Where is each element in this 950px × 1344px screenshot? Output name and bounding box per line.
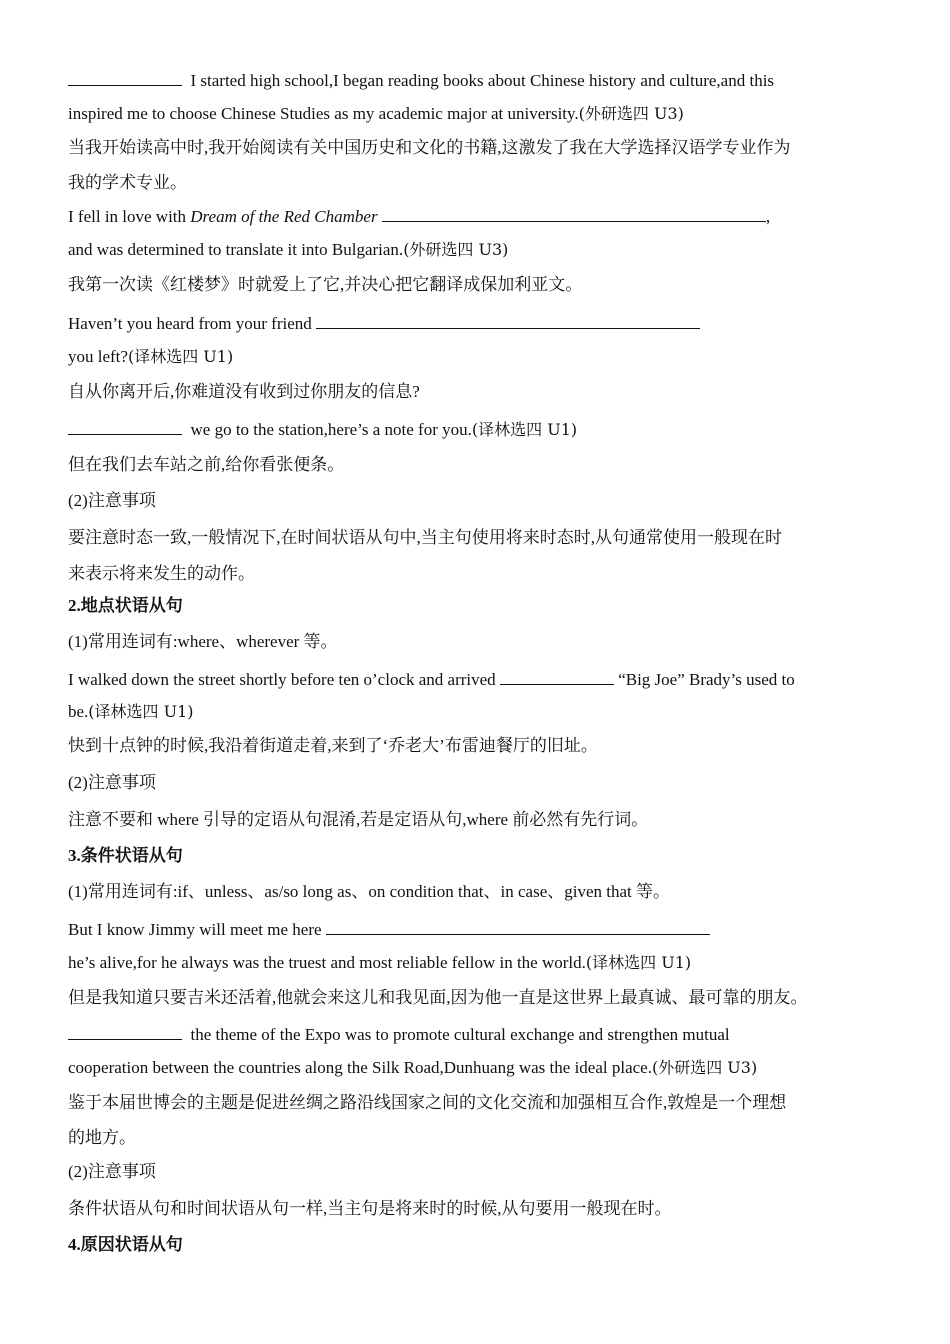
note-text: 条件状语从句和时间状语从句一样,当主句是将来时的时候,从句要用一般现在时。 (68, 1199, 672, 1218)
exercise-text: and was determined to translate it into Bulgarian. (68, 240, 404, 259)
exercise-line (68, 953, 691, 973)
answer-blank[interactable] (68, 1024, 182, 1040)
conjunction-list: (1)常用连词有:if、unless、as/so long as、on condition that、in case、given that 等。 (68, 882, 671, 901)
exercise-text: you left? (68, 347, 128, 366)
exercise-text: “Big Joe” Brady’s used to (613, 670, 795, 689)
exercise-line (68, 313, 700, 334)
translation-line: 我第一次读《红楼梦》时就爱上了它,并决心把它翻译成保加利亚文。 (68, 275, 583, 294)
exercise-line (68, 919, 710, 940)
exercise-text: be. (68, 702, 89, 721)
exercise-line (68, 669, 795, 690)
exercise-line (68, 104, 684, 124)
book-title: Dream of the Red Chamber (190, 207, 378, 226)
answer-blank[interactable] (382, 206, 766, 222)
source-tag: (外研选四 U3) (578, 104, 684, 123)
translation-line: 当我开始读高中时,我开始阅读有关中国历史和文化的书籍,这激发了我在大学选择汉语学专业作为 (68, 138, 791, 157)
translation-line: 但是我知道只要吉米还活着,他就会来这儿和我见面,因为他一直是这世界上最真诚、最可靠的朋友。 (68, 988, 808, 1007)
exercise-line (68, 240, 508, 260)
section-heading: 4.原因状语从句 (68, 1235, 183, 1254)
exercise-text: I fell in love with (68, 207, 191, 226)
exercise-text: I walked down the street shortly before ten o’clock and arrived (68, 670, 500, 689)
exercise-text: I started high school,I began reading books about Chinese history and culture,and this (190, 71, 775, 90)
note-text: 要注意时态一致,一般情况下,在时间状语从句中,当主句使用将来时态时,从句通常使用一般现在时 (68, 528, 782, 547)
answer-blank[interactable] (326, 919, 710, 935)
note-heading: (2)注意事项 (68, 491, 156, 510)
punctuation: , (765, 207, 771, 226)
conjunction-list: (1)常用连词有:where、wherever 等。 (68, 632, 338, 651)
source-tag: (译林选四 U1) (88, 702, 194, 721)
exercise-text: we go to the station,here’s a note for you. (186, 420, 472, 439)
answer-blank[interactable] (68, 70, 182, 86)
exercise-text: the theme of the Expo was to promote cultural exchange and strengthen mutual (186, 1025, 730, 1044)
translation-line: 的地方。 (68, 1128, 136, 1147)
answer-blank[interactable] (68, 419, 182, 435)
exercise-line (68, 70, 774, 91)
source-tag: (外研选四 U3) (403, 240, 509, 259)
exercise-text: inspired me to choose Chinese Studies as my academic major at university. (68, 104, 579, 123)
exercise-line (68, 419, 577, 440)
exercise-text: But I know Jimmy will meet me here (68, 920, 326, 939)
source-tag: (译林选四 U1) (471, 420, 578, 439)
note-text: 来表示将来发生的动作。 (68, 564, 255, 583)
translation-line: 但在我们去车站之前,给你看张便条。 (68, 455, 345, 474)
translation-line: 我的学术专业。 (68, 173, 187, 192)
translation-line: 自从你离开后,你难道没有收到过你朋友的信息? (68, 382, 420, 401)
exercise-line (68, 1024, 730, 1045)
answer-blank[interactable] (316, 313, 700, 329)
exercise-line (68, 206, 770, 227)
exercise-line (68, 347, 233, 367)
exercise-line (68, 702, 194, 722)
section-heading: 2.地点状语从句 (68, 596, 183, 615)
source-tag: (外研选四 U3) (651, 1058, 758, 1077)
note-heading: (2)注意事项 (68, 773, 156, 792)
translation-line: 快到十点钟的时候,我沿着街道走着,来到了‘乔老大’布雷迪餐厅的旧址。 (68, 736, 598, 755)
note-text: 注意不要和 where 引导的定语从句混淆,若是定语从句,where 前必然有先行词。 (68, 810, 649, 829)
exercise-text: Haven’t you heard from your friend (68, 314, 316, 333)
translation-line: 鉴于本届世博会的主题是促进丝绸之路沿线国家之间的文化交流和加强相互合作,敦煌是一个理想 (68, 1093, 787, 1112)
exercise-line (68, 1058, 757, 1078)
source-tag: (译林选四 U1) (127, 347, 234, 366)
note-heading: (2)注意事项 (68, 1162, 156, 1181)
source-tag: (译林选四 U1) (585, 953, 692, 972)
answer-blank[interactable] (500, 669, 614, 685)
exercise-text: cooperation between the countries along the Silk Road,Dunhuang was the ideal place. (68, 1058, 652, 1077)
section-heading: 3.条件状语从句 (68, 846, 183, 865)
exercise-text: he’s alive,for he always was the truest and most reliable fellow in the world. (68, 953, 586, 972)
